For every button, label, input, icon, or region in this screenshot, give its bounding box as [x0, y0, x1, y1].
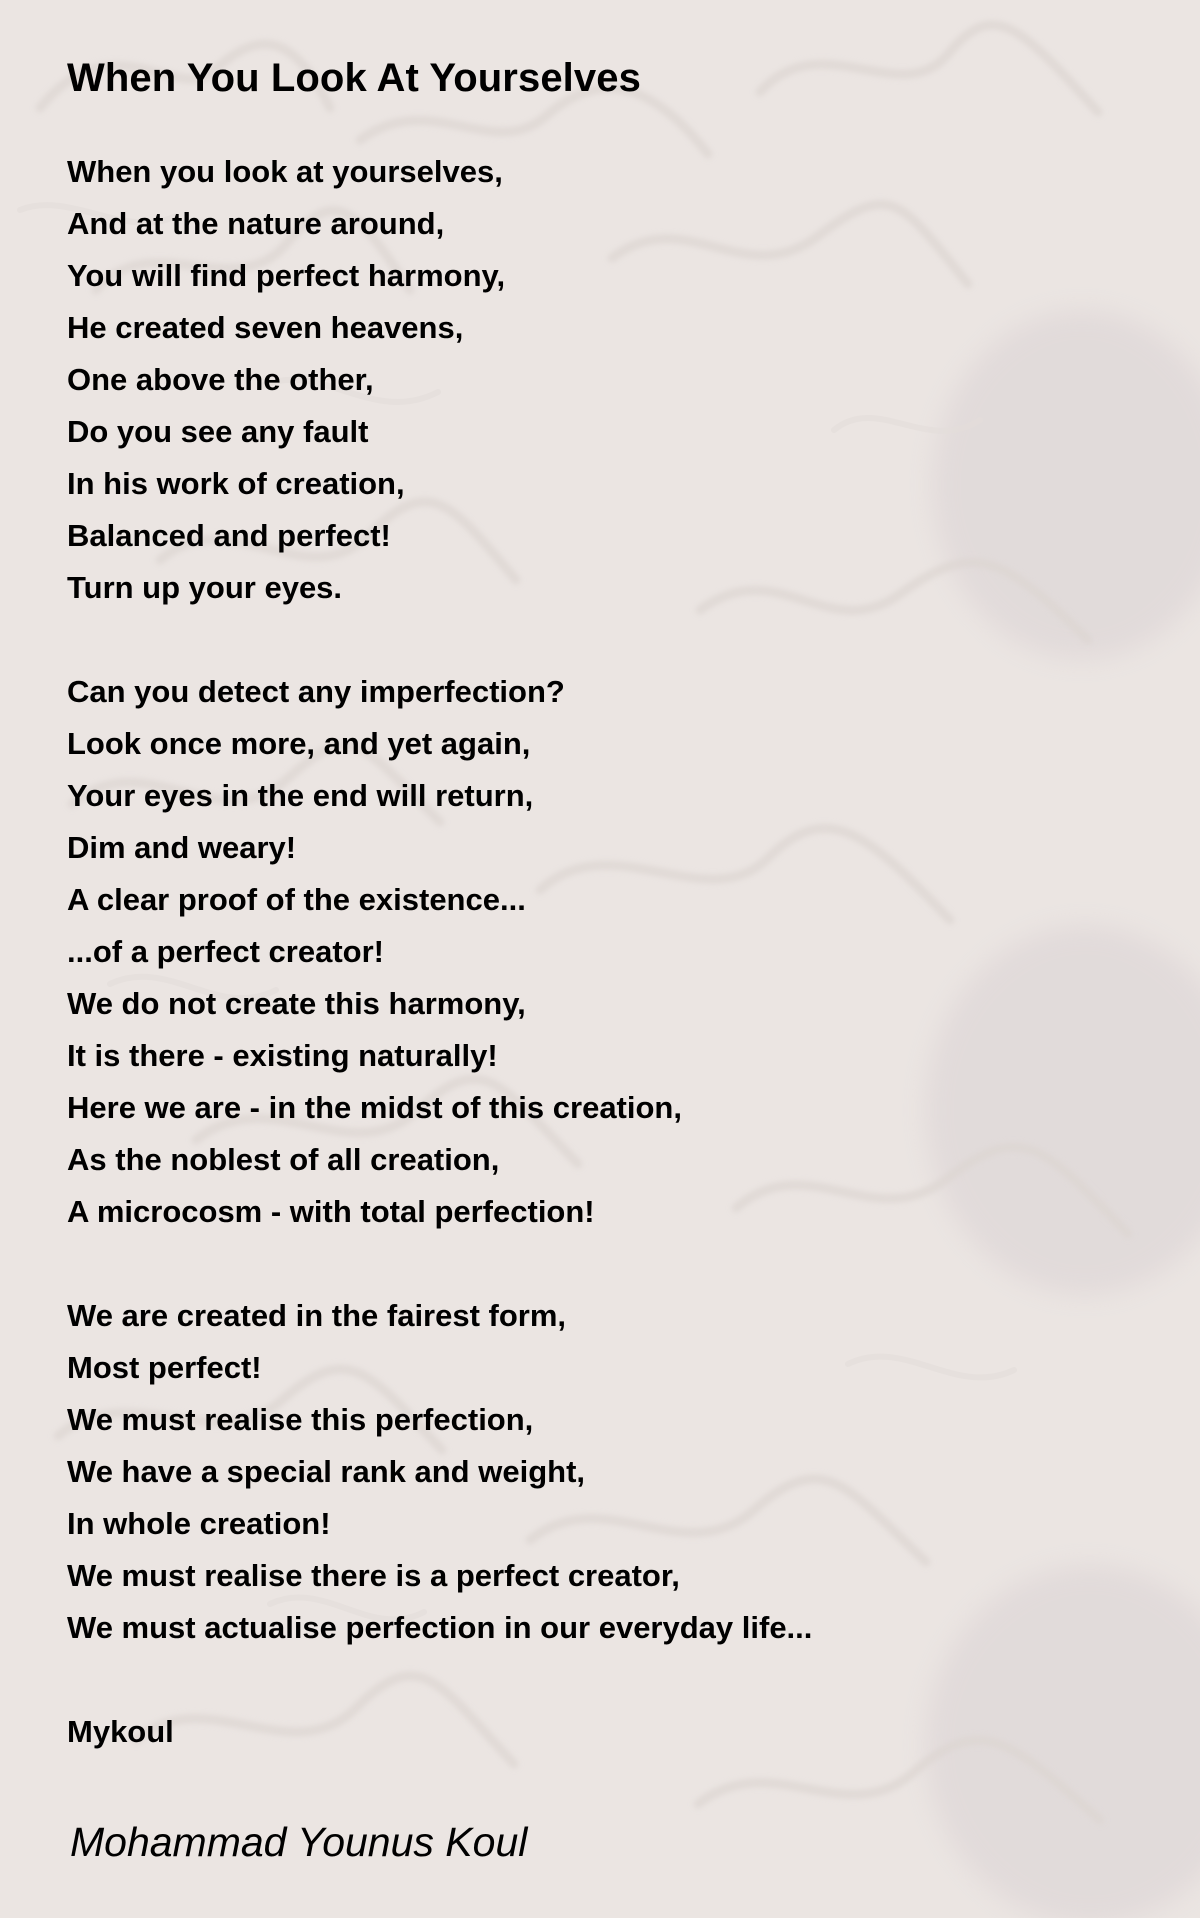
poem-line: One above the other, — [67, 362, 374, 397]
poem-line: We must realise there is a perfect creator, — [67, 1558, 680, 1593]
poem-line: As the noblest of all creation, — [67, 1142, 500, 1177]
poem-line: It is there - existing naturally! — [67, 1038, 498, 1073]
poem-line: A microcosm - with total perfection! — [67, 1194, 595, 1229]
author-name: Mohammad Younus Koul — [70, 1819, 528, 1865]
poem-line: Look once more, and yet again, — [67, 726, 531, 761]
poem-page — [67, 50, 1147, 1758]
poem-line: In whole creation! — [67, 1506, 331, 1541]
poem-line: You will find perfect harmony, — [67, 258, 506, 293]
poem-line: When you look at yourselves, — [67, 154, 503, 189]
poem-line: Can you detect any imperfection? — [67, 674, 565, 709]
poem-line: Most perfect! — [67, 1350, 262, 1385]
poem-line: We must realise this perfection, — [67, 1402, 534, 1437]
poem-line: Here we are - in the midst of this creation, — [67, 1090, 682, 1125]
poem-line: A clear proof of the existence... — [67, 882, 526, 917]
poem-line: We have a special rank and weight, — [67, 1454, 586, 1489]
stanza-3 — [67, 1290, 1147, 1654]
poem-line: ...of a perfect creator! — [67, 934, 384, 969]
poem-line: Turn up your eyes. — [67, 570, 343, 605]
stanza-2 — [67, 666, 1147, 1238]
poem-line: We do not create this harmony, — [67, 986, 526, 1021]
poem-line: And at the nature around, — [67, 206, 445, 241]
stanza-1 — [67, 146, 1147, 614]
poem-line: Dim and weary! — [67, 830, 297, 865]
poem-body — [67, 146, 1147, 1758]
poem-signature: Mykoul — [67, 1714, 174, 1749]
poem-line: Your eyes in the end will return, — [67, 778, 534, 813]
poem-line: Balanced and perfect! — [67, 518, 391, 553]
poem-line: We are created in the fairest form, — [67, 1298, 567, 1333]
poem-line: He created seven heavens, — [67, 310, 464, 345]
poem-line: In his work of creation, — [67, 466, 405, 501]
poem-line: Do you see any fault — [67, 414, 369, 449]
poem-line: We must actualise perfection in our everyday life... — [67, 1610, 813, 1645]
poem-title: When You Look At Yourselves — [67, 56, 641, 100]
